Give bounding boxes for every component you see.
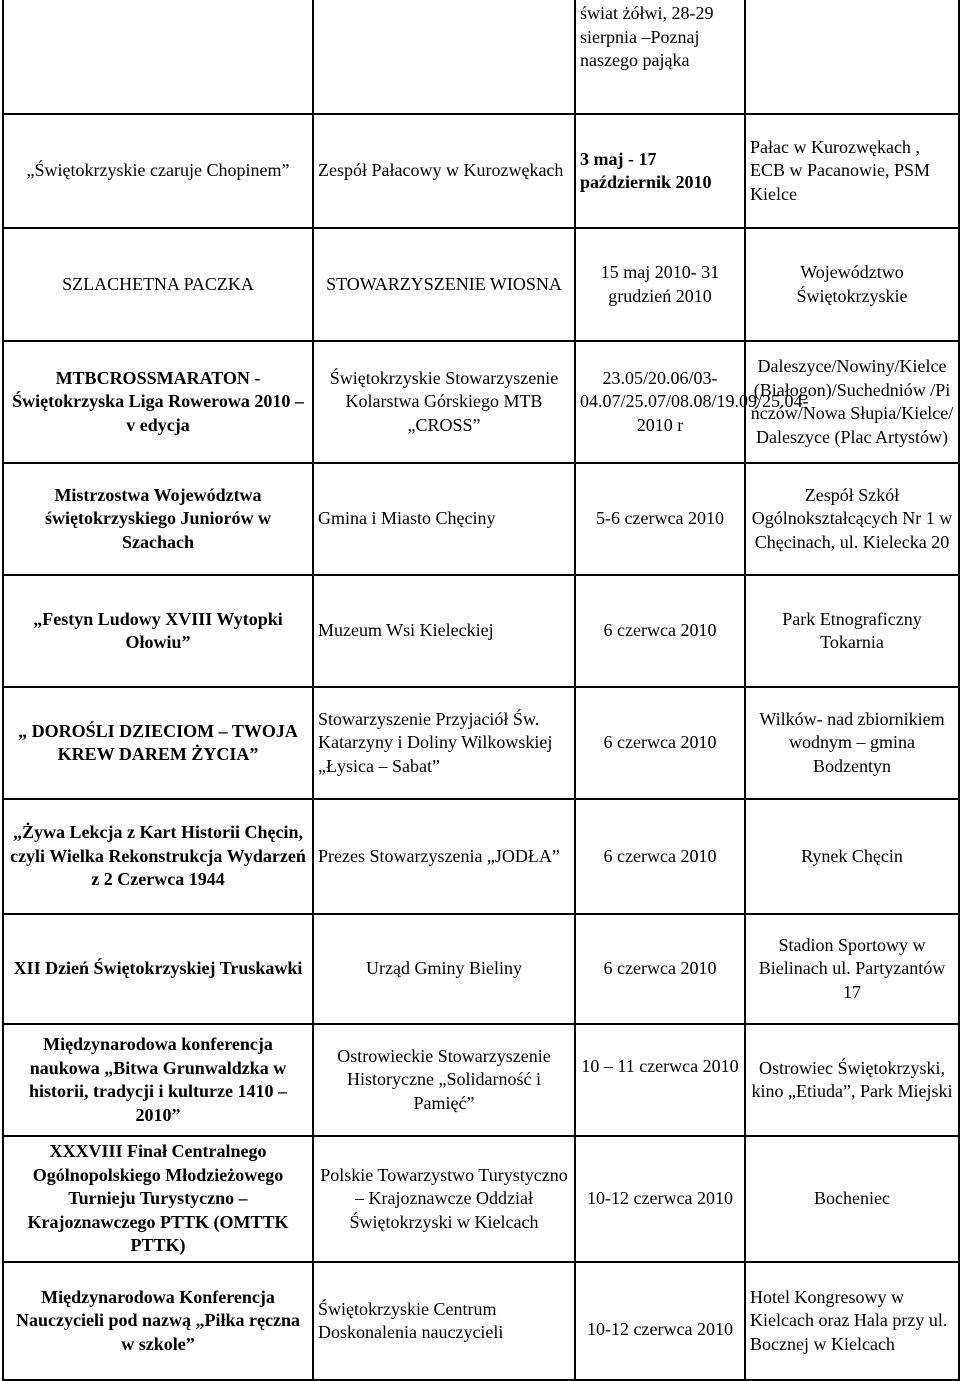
event-cell: XII Dzień Świętokrzyskiej Truskawki [3, 914, 313, 1024]
table-row [3, 1262, 959, 1380]
place-cell: Hotel Kongresowy w Kielcach oraz Hala przy ul. Bocznej w Kielcach [745, 1262, 959, 1380]
event-cell: „Festyn Ludowy XVIII Wytopki Ołowiu” [3, 575, 313, 687]
event-cell: SZLACHETNA PACZKA [3, 228, 313, 341]
organizer-cell: Ostrowieckie Stowarzyszenie Historyczne „Solidarność i Pamięć” [313, 1024, 575, 1136]
place-cell: Pałac w Kurozwękach , ECB w Pacanowie, PSM Kielce [745, 114, 959, 228]
date-cell: 10-12 czerwca 2010 [575, 1136, 745, 1262]
table-row [3, 575, 959, 687]
event-cell: XXXVIII Finał Centralnego Ogólnopolskiego Młodzieżowego Turnieju Turystyczno – Krajoznawczego PTTK (OMTTK PTTK) [3, 1136, 313, 1262]
date-cell: 10-12 czerwca 2010 [575, 1262, 745, 1380]
organizer-cell: Świętokrzyskie Centrum Doskonalenia nauczycieli [313, 1262, 575, 1380]
organizer-cell: Urząd Gminy Bieliny [313, 914, 575, 1024]
date-cell: 6 czerwca 2010 [575, 575, 745, 687]
table-row [3, 1136, 959, 1262]
organizer-cell: Zespół Pałacowy w Kurozwękach [313, 114, 575, 228]
event-cell: „Świętokrzyskie czaruje Chopinem” [3, 114, 313, 228]
date-cell: 6 czerwca 2010 [575, 799, 745, 914]
place-cell: Wilków- nad zbiornikiem wodnym – gmina Bodzentyn [745, 687, 959, 799]
organizer-cell: STOWARZYSZENIE WIOSNA [313, 228, 575, 341]
table-row [3, 228, 959, 341]
event-cell: Międzynarodowa konferencja naukowa „Bitwa Grunwaldzka w historii, tradycji i kulturze 1410 – 2010” [3, 1024, 313, 1136]
table-row [3, 799, 959, 914]
organizer-cell: Gmina i Miasto Chęciny [313, 463, 575, 575]
event-cell: Międzynarodowa Konferencja Nauczycieli pod nazwą „Piłka ręczna w szkole” [3, 1262, 313, 1380]
place-cell: Województwo Świętokrzyskie [745, 228, 959, 341]
event-cell: „Żywa Lekcja z Kart Historii Chęcin, czyli Wielka Rekonstrukcja Wydarzeń z 2 Czerwca 1944 [3, 799, 313, 914]
table-row [3, 1024, 959, 1136]
table-row [3, 687, 959, 799]
place-cell: Zespół Szkół Ogólnokształcących Nr 1 w Chęcinach, ul. Kielecka 20 [745, 463, 959, 575]
date-cell: 5-6 czerwca 2010 [575, 463, 745, 575]
organizer-cell [313, 0, 575, 114]
date-cell: 23.05/20.06/03-04.07/25.07/08.08/19.09/25.04- 2010 r [575, 341, 745, 463]
date-cell: 10 – 11 czerwca 2010 [575, 1024, 745, 1136]
place-cell: Ostrowiec Świętokrzyski, kino „Etiuda”, Park Miejski [745, 1024, 959, 1136]
date-cell: 3 maj - 17 październik 2010 [575, 114, 745, 228]
place-cell: Park Etnograficzny Tokarnia [745, 575, 959, 687]
table-row [3, 114, 959, 228]
event-cell: „ DOROŚLI DZIECIOM – TWOJA KREW DAREM ŻYCIA” [3, 687, 313, 799]
event-cell [3, 0, 313, 114]
place-cell: Stadion Sportowy w Bielinach ul. Partyzantów 17 [745, 914, 959, 1024]
organizer-cell: Stowarzyszenie Przyjaciół Św. Katarzyny i Doliny Wilkowskiej „Łysica – Sabat” [313, 687, 575, 799]
table-row [3, 914, 959, 1024]
organizer-cell: Polskie Towarzystwo Turystyczno – Krajoznawcze Oddział Świętokrzyski w Kielcach [313, 1136, 575, 1262]
organizer-cell: Prezes Stowarzyszenia „JODŁA” [313, 799, 575, 914]
date-cell: świat żółwi, 28-29 sierpnia –Poznaj naszego pająka [575, 0, 745, 114]
place-cell: Daleszyce/Nowiny/Kielce(Białogon)/Suchedniów /Pińczów/Nowa Słupia/Kielce/Daleszyce (Plac Artystów) [745, 341, 959, 463]
table-row [3, 0, 959, 114]
table-row [3, 463, 959, 575]
date-cell: 6 czerwca 2010 [575, 687, 745, 799]
organizer-cell: Muzeum Wsi Kieleckiej [313, 575, 575, 687]
event-cell: MTBCROSSMARATON - Świętokrzyska Liga Rowerowa 2010 – v edycja [3, 341, 313, 463]
date-cell: 6 czerwca 2010 [575, 914, 745, 1024]
place-cell: Bocheniec [745, 1136, 959, 1262]
events-table [2, 0, 960, 1381]
table-row [3, 341, 959, 463]
place-cell [745, 0, 959, 114]
date-cell: 15 maj 2010- 31 grudzień 2010 [575, 228, 745, 341]
event-cell: Mistrzostwa Województwa świętokrzyskiego Juniorów w Szachach [3, 463, 313, 575]
place-cell: Rynek Chęcin [745, 799, 959, 914]
organizer-cell: Świętokrzyskie Stowarzyszenie Kolarstwa Górskiego MTB „CROSS” [313, 341, 575, 463]
